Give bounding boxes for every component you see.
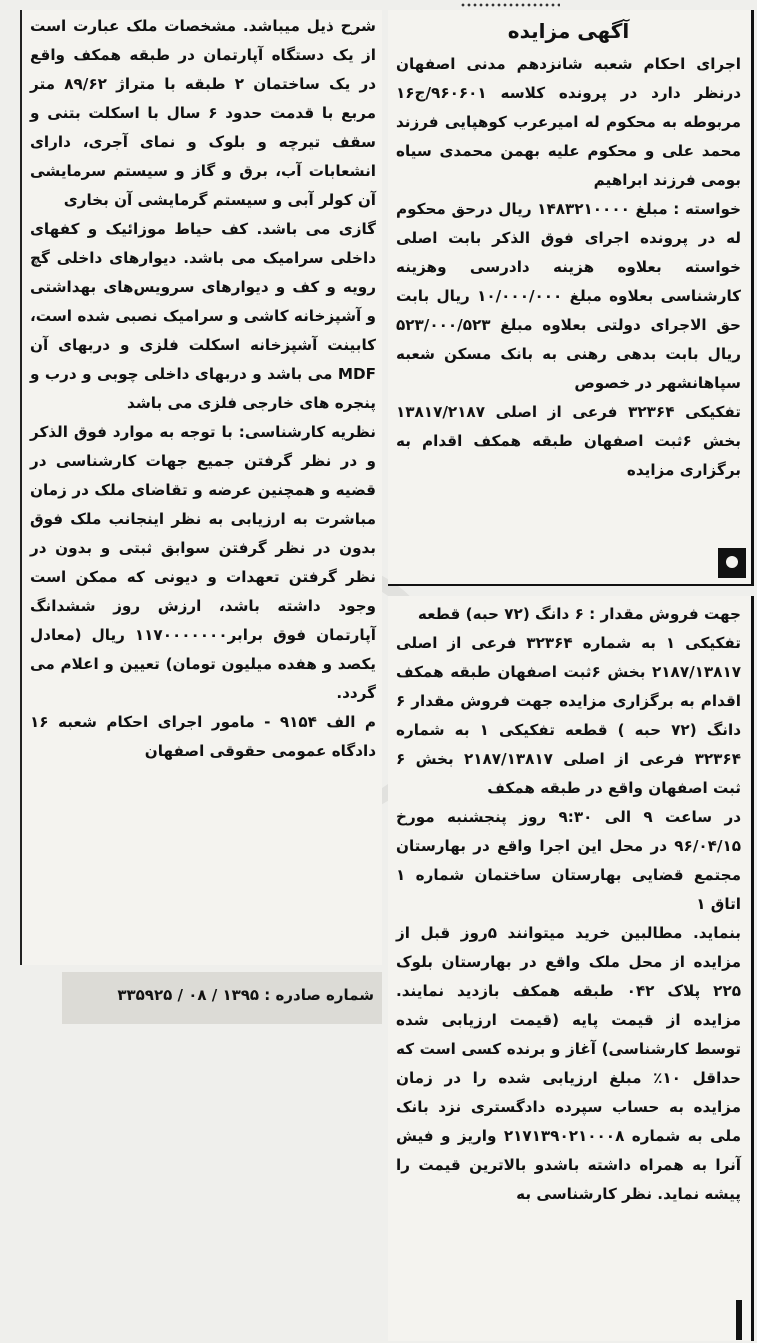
ad-paragraph: بنماید. مطالبین خرید میتوانند ۵روز قبل از مزایده از محل ملک واقع در بهارستان بلوک ۲۲۵ پلاک ۰۴۲ طبقه همکف بازدید نمایند. مزایده از قیمت پایه (قیمت ارزیابی شده توسط کارشناسی) آغاز و برنده کسی است که حداقل ۱۰٪ مبلغ ارزیابی شده را در زمان مزایده به حساب سپرده دادگستری نزد بانک ملی به شماره ۲۱۷۱۳۹۰۲۱۰۰۰۸ واریز و فیش آنرا به همراه داشته باشدو بالاترین قیمت را پیشه نماید. نظر کارشناسی به — [396, 924, 741, 1203]
ad-paragraph: خواسته : مبلغ ۱۴۸۳۲۱۰۰۰۰ ریال درحق محکوم له در پرونده اجرای فوق الذکر بابت اصلی خواسته بعلاوه هزینه دادرسی وهزینه کارشناسی بعلاوه مبلغ ۱۰/۰۰۰/۰۰۰ ریال بابت حق الاجرای دولتی بعلاوه مبلغ ۵۲۳/۰۰۰/۵۲۳ ریال بابت بدهی رهنی به بانک مسکن شعبه سپاهانشهر در خصوص — [396, 200, 741, 392]
corner-mark-icon — [718, 548, 746, 578]
ad-column-right-bottom — [388, 596, 754, 1341]
ad-paragraph: تفکیکی ۱ به شماره ۳۲۳۶۴ فرعی از اصلی ۲۱۸۷/۱۳۸۱۷ بخش ۶ثبت اصفهان طبقه همکف اقدام به برگزاری مزایده جهت فروش مقدار ۶ دانگ (۷۲ حبه ) قطعه تفکیکی ۱ به شماره ۳۲۳۶۴ فرعی از اصلی ۲۱۸۷/۱۳۸۱۷ بخش ۶ ثبت اصفهان واقع در طبقه همکف — [396, 634, 741, 797]
ad-paragraph: نظریه کارشناسی: با توجه به موارد فوق الذکر و در نظر گرفتن جمیع جهات کارشناسی در قضیه و همچنین عرضه و تقاضای ملک در زمان مباشرت به ارزیابی به نظر اینجانب ملک فوق بدون در نظر گرفتن سوابق ثبتی و بدون در نظر گرفتن تعهدات و دیونی که ممکن است وجود داشته باشد، ارزش روز ششدانگ آپارتمان فوق برابر۱۱۷۰۰۰۰۰۰۰ ریال (معادل یکصد و هفده میلیون تومان) تعیین و اعلام می گردد. — [30, 423, 377, 702]
ad-paragraph: در ساعت ۹ الی ۹:۳۰ روز پنجشنبه مورخ ۹۶/۰۴/۱۵ در محل این اجرا واقع در بهارستان مجتمع قضایی بهارستان ساختمان شماره ۱ اتاق ۱ — [396, 808, 741, 913]
ad-paragraph: تفکیکی ۳۲۳۶۴ فرعی از اصلی ۱۳۸۱۷/۲۱۸۷ بخش ۶ثبت اصفهان طبقه همکف اقدام به برگزاری مزایده — [396, 403, 742, 479]
issue-number: شماره صادره : ۱۳۹۵ / ۰۸ / ۳۳۵۹۲۵ — [62, 972, 382, 1024]
column-end-bar — [736, 1300, 742, 1340]
ad-column-left — [20, 10, 382, 965]
ad-paragraph: اجرای احکام شعبه شانزدهم مدنی اصفهان درنظر دارد در پرونده کلاسه ۹۶۰۶۰۱/ج۱۶ مربوطه به محکوم له امیرعرب کوهپایی فرزند محمد علی و محکوم علیه بهمن محمدی سیاه بومی فرزند ابراهیم — [396, 55, 741, 189]
decorative-dots — [460, 2, 560, 8]
ad-paragraph: گازی می باشد. کف حیاط موزائیک و کفهای داخلی سرامیک می باشد. دیوارهای داخلی گچ رویه و کف و دیوارهای سرویس‌های بهداشتی و آشپزخانه کاشی و سرامیک نصبی شده است، کابینت آشپزخانه اسکلت فلزی و دربهای آن MDF می باشد و دربهای داخلی چوبی و درب و پنجره های خارجی فلزی می باشد — [30, 220, 376, 412]
ad-title: آگهی مزایده — [507, 19, 630, 43]
ad-column-right-top — [388, 10, 754, 586]
ad-signature: م الف ۹۱۵۴ - مامور اجرای احکام شعبه ۱۶ دادگاه عمومی حقوقی اصفهان — [30, 713, 377, 760]
ad-paragraph: جهت فروش مقدار : ۶ دانگ (۷۲ حبه) قطعه — [417, 605, 741, 623]
ad-paragraph: شرح ذیل میباشد. مشخصات ملک عبارت است از یک دستگاه آپارتمان در طبقه همکف واقع در یک ساختمان ۲ طبقه با متراژ ۸۹/۶۲ متر مربع با قدمت حدود ۶ سال با اسکلت بتنی و سقف تیرچه و بلوک و نمای آجری، دارای انشعابات آب، برق و گاز و سیستم سرمایشی آن کولر آبی و سیستم گرمایشی آن بخاری — [30, 17, 376, 209]
